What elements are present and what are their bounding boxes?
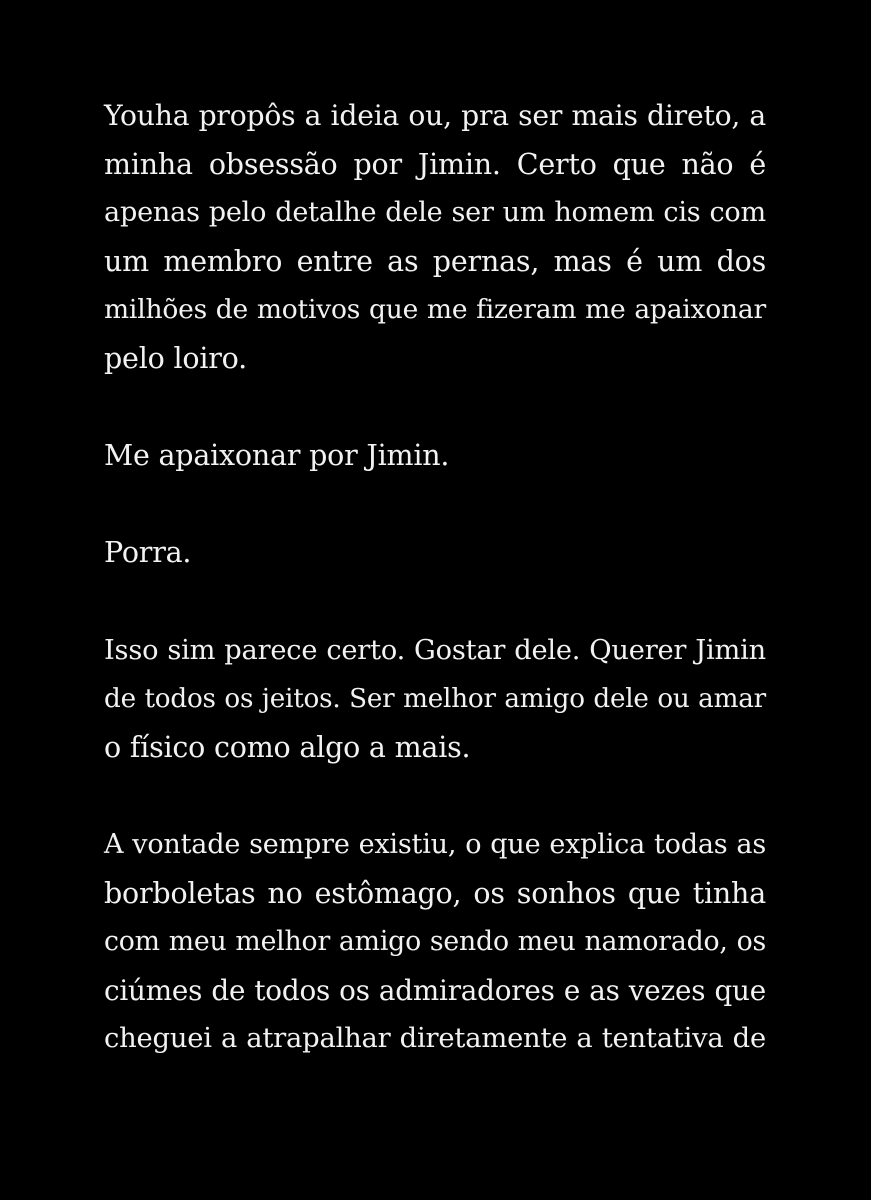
paragraph-2	[104, 432, 766, 481]
text-line: o físico como algo a mais.	[104, 730, 471, 764]
text-line: pelo loiro.	[104, 341, 247, 375]
text-line: apenas pelo detalhe dele ser um homem cis com	[104, 197, 766, 229]
text-line: ciúmes de todos os admiradores e as vezes que	[104, 973, 766, 1007]
text-line: Youha propôs a ideia ou, pra ser mais direto, a	[104, 99, 766, 132]
paragraph-1	[104, 92, 766, 384]
text-line: Porra.	[104, 536, 192, 570]
text-line: com meu melhor amigo sendo meu namorado, os	[104, 926, 766, 958]
text-line: cheguei a atrapalhar diretamente a tentativa de	[104, 1023, 766, 1055]
story-text	[104, 92, 766, 1112]
paragraph-5	[104, 821, 766, 1064]
paragraph-3	[104, 529, 766, 578]
text-line: um membro entre as pernas, mas é um dos	[104, 244, 766, 278]
text-line: Isso sim parece certo. Gostar dele. Querer Jimin	[104, 634, 766, 666]
text-line: A vontade sempre existiu, o que explica todas as	[104, 828, 766, 860]
text-line: milhões de motivos que me fizeram me apaixonar	[104, 294, 766, 326]
text-line: Me apaixonar por Jimin.	[104, 439, 450, 473]
text-line: borboletas no estômago, os sonhos que tinha	[104, 876, 766, 910]
paragraph-4	[104, 627, 766, 773]
text-line: de todos os jeitos. Ser melhor amigo dele ou amar	[104, 684, 766, 715]
text-line: minha obsessão por Jimin. Certo que não é	[104, 147, 766, 181]
